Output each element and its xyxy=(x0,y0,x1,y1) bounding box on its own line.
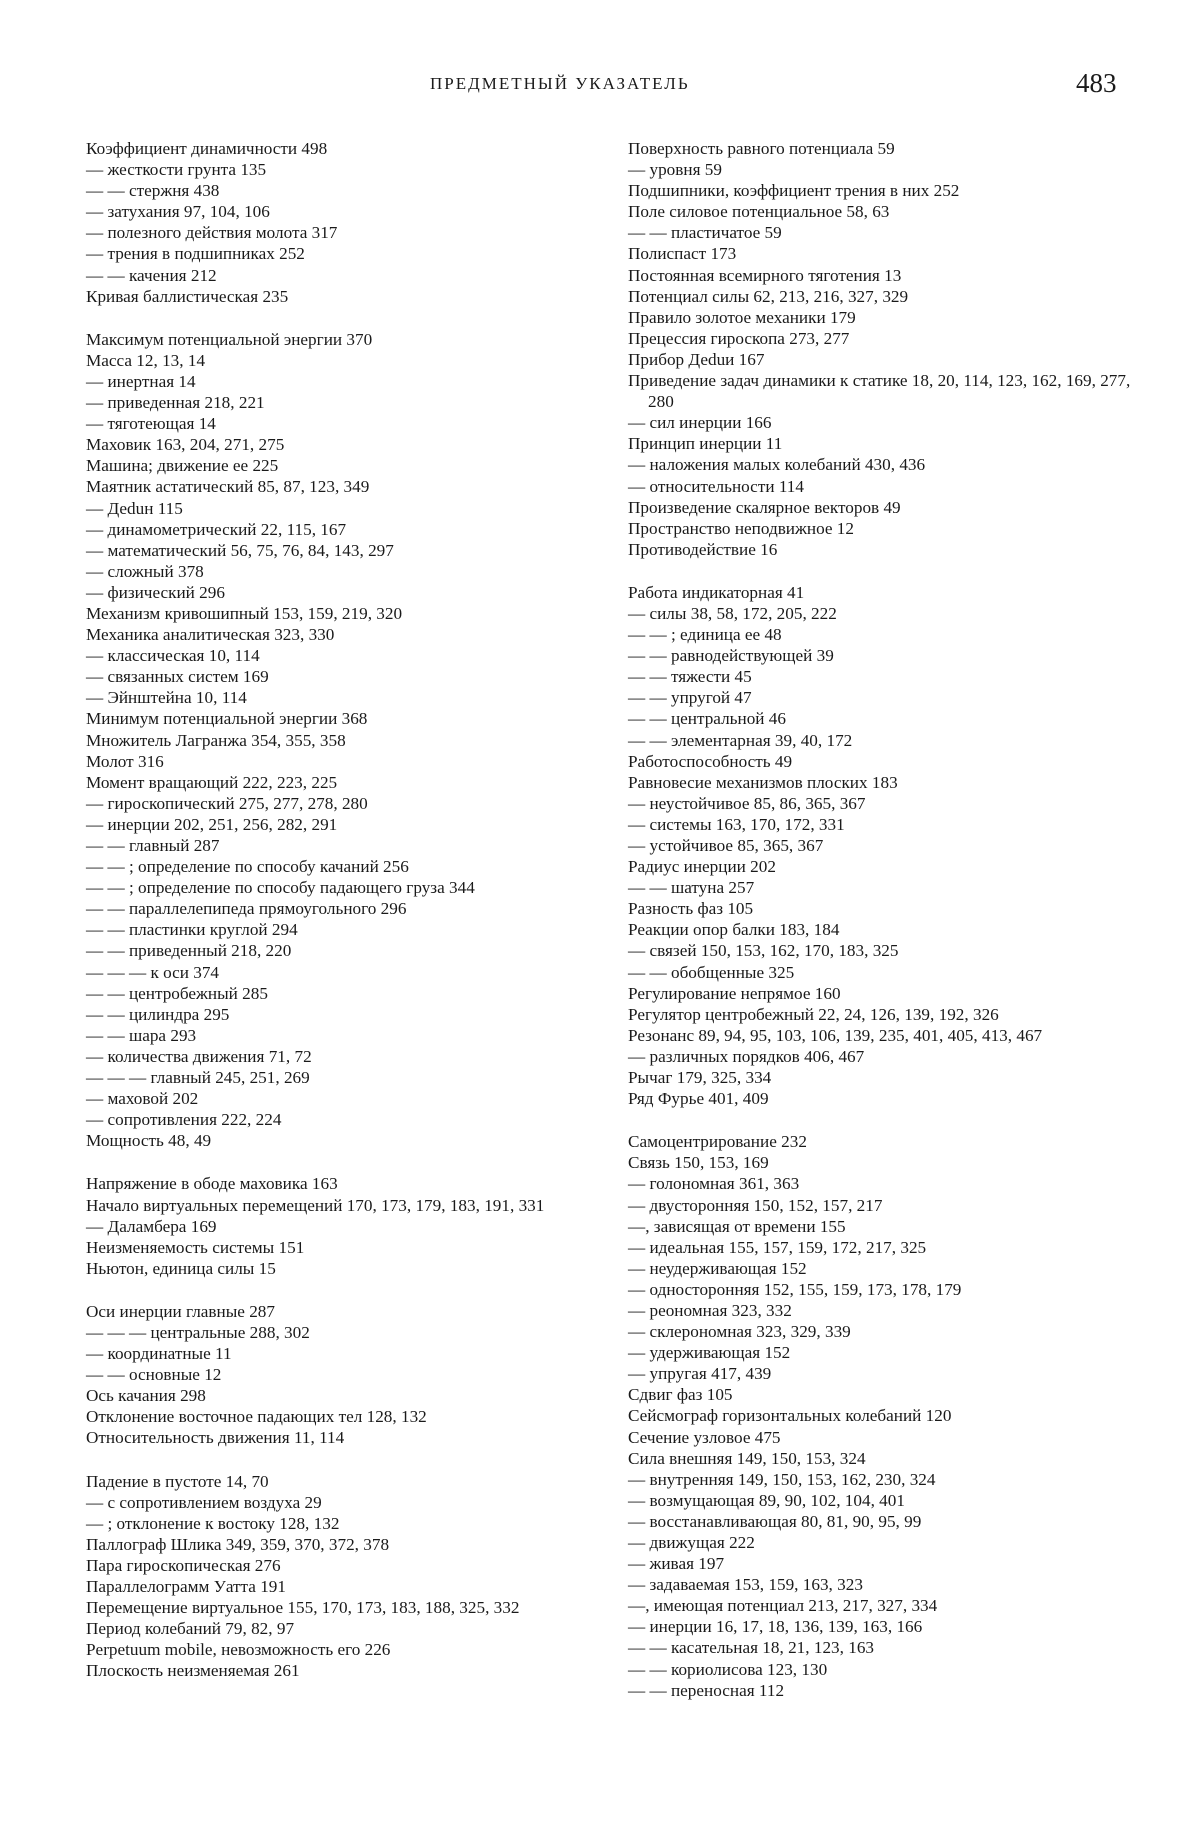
index-entry: Радиус инерции 202 xyxy=(628,857,776,877)
index-group xyxy=(86,1471,594,1682)
index-entry: — с сопротивлением воздуха 29 xyxy=(86,1492,322,1512)
index-entry: — инерции 16, 17, 18, 136, 139, 163, 166 xyxy=(628,1617,923,1637)
index-entry: Связь 150, 153, 169 xyxy=(628,1153,769,1173)
index-entry: — физический 296 xyxy=(86,582,225,602)
index-entry: — классическая 10, 114 xyxy=(86,646,260,666)
index-entry: Механизм кривошипный 153, 159, 219, 320 xyxy=(86,603,403,623)
index-entry: Прибор Деduи 167 xyxy=(628,349,765,369)
index-entry: Период колебаний 79, 82, 97 xyxy=(86,1619,295,1639)
index-entry: Потенциал силы 62, 213, 216, 327, 329 xyxy=(628,286,909,306)
index-entry: Маховик 163, 204, 271, 275 xyxy=(86,435,285,455)
index-entry: — — кориолисова 123, 130 xyxy=(628,1659,828,1679)
index-entry: — — центральной 46 xyxy=(628,709,786,729)
index-entry: Неизменяемость системы 151 xyxy=(86,1237,305,1257)
index-entry: — — качения 212 xyxy=(86,265,217,285)
index-entry: Множитель Лагранжа 354, 355, 358 xyxy=(86,730,346,750)
index-entry: Работоспособность 49 xyxy=(628,751,793,771)
index-entry: — различных порядков 406, 467 xyxy=(628,1046,865,1066)
index-entry: — устойчивое 85, 365, 367 xyxy=(628,836,824,855)
index-entry: — — основные 12 xyxy=(86,1365,222,1385)
index-entry: — приведенная 218, 221 xyxy=(86,393,265,413)
index-entry: — инертная 14 xyxy=(86,371,196,391)
index-entry: Маятник астатический 85, 87, 123, 349 xyxy=(86,477,370,497)
index-entry: — односторонняя 152, 155, 159, 173, 178, 179 xyxy=(628,1279,962,1299)
index-group xyxy=(86,329,594,1152)
index-entry: Относительность движения 11, 114 xyxy=(86,1428,345,1448)
index-column-right xyxy=(628,138,1148,1723)
index-entry: — удерживающая 152 xyxy=(628,1343,791,1363)
index-entry: Регулирование непрямое 160 xyxy=(628,983,841,1003)
index-entry: — — главный 287 xyxy=(86,836,220,855)
index-entry: — — шара 293 xyxy=(86,1025,197,1045)
index-entry: Отклонение восточное падающих тел 128, 132 xyxy=(86,1407,427,1427)
index-entry: — тяготеющая 14 xyxy=(86,414,216,434)
index-entry: Регулятор центробежный 22, 24, 126, 139, 192, 326 xyxy=(628,1004,999,1024)
index-entry: Молот 316 xyxy=(86,751,164,771)
index-entry: — — стержня 438 xyxy=(86,181,220,201)
index-entry: — — касательная 18, 21, 123, 163 xyxy=(628,1638,875,1658)
index-entry: Perpetuum mobile, невозможность его 226 xyxy=(86,1640,391,1660)
index-entry: Падение в пустоте 14, 70 xyxy=(86,1471,269,1491)
index-group xyxy=(86,1301,594,1449)
index-entry: — — пластинки круглой 294 xyxy=(86,920,298,940)
index-entry: — относительности 114 xyxy=(628,476,804,496)
index-entry: —, зависящая от времени 155 xyxy=(628,1216,846,1236)
index-entry: — — обобщенные 325 xyxy=(628,962,795,982)
index-entry: Разность фаз 105 xyxy=(628,899,754,919)
index-entry: Пара гироскопическая 276 xyxy=(86,1555,281,1575)
index-entry: — Эйнштейна 10, 114 xyxy=(86,688,247,708)
index-entry: Равновесие механизмов плоских 183 xyxy=(628,772,898,792)
index-entry: Перемещение виртуальное 155, 170, 173, 183, 188, 325, 332 xyxy=(86,1598,520,1618)
index-entry: Ось качания 298 xyxy=(86,1386,206,1406)
index-entry: Паллограф Шлика 349, 359, 370, 372, 378 xyxy=(86,1534,390,1554)
index-entry: Сдвиг фаз 105 xyxy=(628,1385,733,1405)
index-entry: Сейсмограф горизонтальных колебаний 120 xyxy=(628,1406,952,1426)
index-entry: — — ; определение по способу падающего груза 344 xyxy=(86,878,475,898)
index-entry: — динамометрический 22, 115, 167 xyxy=(86,519,347,539)
index-entry: Поверхность равного потенциала 59 xyxy=(628,139,895,158)
index-entry: — неудерживающая 152 xyxy=(628,1258,807,1278)
index-entry: Напряжение в ободе маховика 163 xyxy=(86,1174,338,1194)
index-entry: — силы 38, 58, 172, 205, 222 xyxy=(628,603,837,623)
index-entry: Начало виртуальных перемещений 170, 173, 179, 183, 191, 331 xyxy=(86,1195,545,1215)
index-entry: — задаваемая 153, 159, 163, 323 xyxy=(628,1575,863,1595)
index-entry: — затухания 97, 104, 106 xyxy=(86,202,270,222)
index-entry: Рычаг 179, 325, 334 xyxy=(628,1068,772,1088)
index-entry: — ; отклонение к востоку 128, 132 xyxy=(86,1513,340,1533)
index-column-left xyxy=(86,138,594,1703)
index-group xyxy=(628,138,1148,560)
index-entry: Масса 12, 13, 14 xyxy=(86,350,206,370)
running-title: ПРЕДМЕТНЫЙ УКАЗАТЕЛЬ xyxy=(430,74,690,93)
index-entry: — Деduн 115 xyxy=(86,498,183,518)
index-entry: Механика аналитическая 323, 330 xyxy=(86,625,335,645)
index-entry: — — цилиндра 295 xyxy=(86,1004,230,1024)
index-entry: — голономная 361, 363 xyxy=(628,1174,800,1194)
index-entry: Мощность 48, 49 xyxy=(86,1131,212,1151)
index-entry: — — элементарная 39, 40, 172 xyxy=(628,730,853,750)
index-entry: — — приведенный 218, 220 xyxy=(86,941,292,961)
index-entry: Прецессия гироскопа 273, 277 xyxy=(628,328,850,348)
index-entry: Кривая баллистическая 235 xyxy=(86,286,289,306)
index-entry: — — центробежный 285 xyxy=(86,983,268,1003)
index-entry: Коэффициент динамичности 498 xyxy=(86,139,328,158)
index-entry: — жесткости грунта 135 xyxy=(86,160,267,180)
index-entry: Ряд Фурье 401, 409 xyxy=(628,1089,769,1109)
index-entry: — двусторонняя 150, 152, 157, 217 xyxy=(628,1195,883,1215)
index-entry: — Даламбера 169 xyxy=(86,1216,217,1236)
index-entry: Сила внешняя 149, 150, 153, 324 xyxy=(628,1448,866,1468)
index-entry: — наложения малых колебаний 430, 436 xyxy=(628,455,926,475)
index-group xyxy=(628,582,1148,1109)
index-entry: Максимум потенциальной энергии 370 xyxy=(86,329,373,349)
index-entry: Оси инерции главные 287 xyxy=(86,1301,275,1321)
index-entry: — — пластичатое 59 xyxy=(628,223,782,243)
index-group xyxy=(86,1173,594,1278)
page-number: 483 xyxy=(1076,68,1117,98)
index-entry: — сил инерции 166 xyxy=(628,413,772,433)
index-entry: — полезного действия молота 317 xyxy=(86,223,338,243)
index-entry: — связанных систем 169 xyxy=(86,667,269,687)
index-entry: — склерономная 323, 329, 339 xyxy=(628,1322,851,1342)
index-entry: — — — к оси 374 xyxy=(86,962,220,982)
index-entry: — сопротивления 222, 224 xyxy=(86,1110,282,1130)
index-entry: — — ; единица ее 48 xyxy=(628,625,782,645)
index-entry: Самоцентрирование 232 xyxy=(628,1132,807,1152)
index-entry: Минимум потенциальной энергии 368 xyxy=(86,709,368,729)
index-entry: — идеальная 155, 157, 159, 172, 217, 325 xyxy=(628,1237,927,1257)
index-entry: Поле силовое потенциальное 58, 63 xyxy=(628,202,890,222)
index-entry: — маховой 202 xyxy=(86,1089,199,1109)
index-entry: Принцип инерции 11 xyxy=(628,434,783,454)
index-entry: — живая 197 xyxy=(628,1554,725,1574)
index-entry: — трения в подшипниках 252 xyxy=(86,244,305,264)
index-entry: Противодействие 16 xyxy=(628,539,778,559)
index-entry: — системы 163, 170, 172, 331 xyxy=(628,814,845,834)
index-entry: — координатные 11 xyxy=(86,1344,232,1364)
index-entry: Машина; движение ее 225 xyxy=(86,456,279,476)
index-entry: —, имеющая потенциал 213, 217, 327, 334 xyxy=(628,1596,938,1616)
index-entry: Приведение задач динамики к статике 18, 20, 114, 123, 162, 169, 277, 280 xyxy=(628,371,1131,412)
index-entry: — сложный 378 xyxy=(86,561,204,581)
index-entry: Сечение узловое 475 xyxy=(628,1427,781,1447)
index-entry: — — — центральные 288, 302 xyxy=(86,1322,310,1342)
index-entry: — — переносная 112 xyxy=(628,1680,785,1700)
index-entry: — возмущающая 89, 90, 102, 104, 401 xyxy=(628,1490,905,1510)
index-entry: — реономная 323, 332 xyxy=(628,1300,792,1320)
index-entry: Резонанс 89, 94, 95, 103, 106, 139, 235, 401, 405, 413, 467 xyxy=(628,1025,1043,1045)
index-entry: — — ; определение по способу качаний 256 xyxy=(86,857,409,877)
index-entry: — движущая 222 xyxy=(628,1533,755,1552)
index-entry: — — тяжести 45 xyxy=(628,667,752,687)
index-entry: — инерции 202, 251, 256, 282, 291 xyxy=(86,814,338,834)
index-entry: — внутренняя 149, 150, 153, 162, 230, 324 xyxy=(628,1469,936,1489)
index-entry: — математический 56, 75, 76, 84, 143, 297 xyxy=(86,540,394,560)
index-entry: — связей 150, 153, 162, 170, 183, 325 xyxy=(628,941,899,961)
index-entry: — уровня 59 xyxy=(628,160,722,180)
index-entry: — гироскопический 275, 277, 278, 280 xyxy=(86,793,368,813)
index-entry: Произведение скалярное векторов 49 xyxy=(628,497,901,517)
index-entry: — упругая 417, 439 xyxy=(628,1364,772,1384)
index-entry: Момент вращающий 222, 223, 225 xyxy=(86,772,338,792)
index-entry: — — равнодействующей 39 xyxy=(628,646,834,666)
index-entry: — количества движения 71, 72 xyxy=(86,1046,312,1066)
index-entry: — — упругой 47 xyxy=(628,688,752,708)
index-entry: Подшипники, коэффициент трения в них 252 xyxy=(628,181,960,201)
index-entry: Реакции опор балки 183, 184 xyxy=(628,920,840,940)
index-entry: Плоскость неизменяемая 261 xyxy=(86,1661,300,1681)
index-entry: — — — главный 245, 251, 269 xyxy=(86,1068,310,1088)
index-entry: — восстанавливающая 80, 81, 90, 95, 99 xyxy=(628,1511,922,1531)
index-entry: Ньютон, единица силы 15 xyxy=(86,1258,276,1278)
index-group xyxy=(628,1131,1148,1701)
index-entry: Пространство неподвижное 12 xyxy=(628,518,854,538)
index-entry: — — параллелепипеда прямоугольного 296 xyxy=(86,899,407,919)
running-head xyxy=(0,68,1200,104)
index-entry: — — шатуна 257 xyxy=(628,878,755,898)
index-entry: Работа индикаторная 41 xyxy=(628,582,805,602)
index-group xyxy=(86,138,594,307)
index-entry: — неустойчивое 85, 86, 365, 367 xyxy=(628,793,866,813)
index-entry: Параллелограмм Уатта 191 xyxy=(86,1577,286,1596)
index-entry: Правило золотое механики 179 xyxy=(628,307,856,327)
index-entry: Полиспаст 173 xyxy=(628,244,737,264)
index-entry: Постоянная всемирного тяготения 13 xyxy=(628,265,902,285)
